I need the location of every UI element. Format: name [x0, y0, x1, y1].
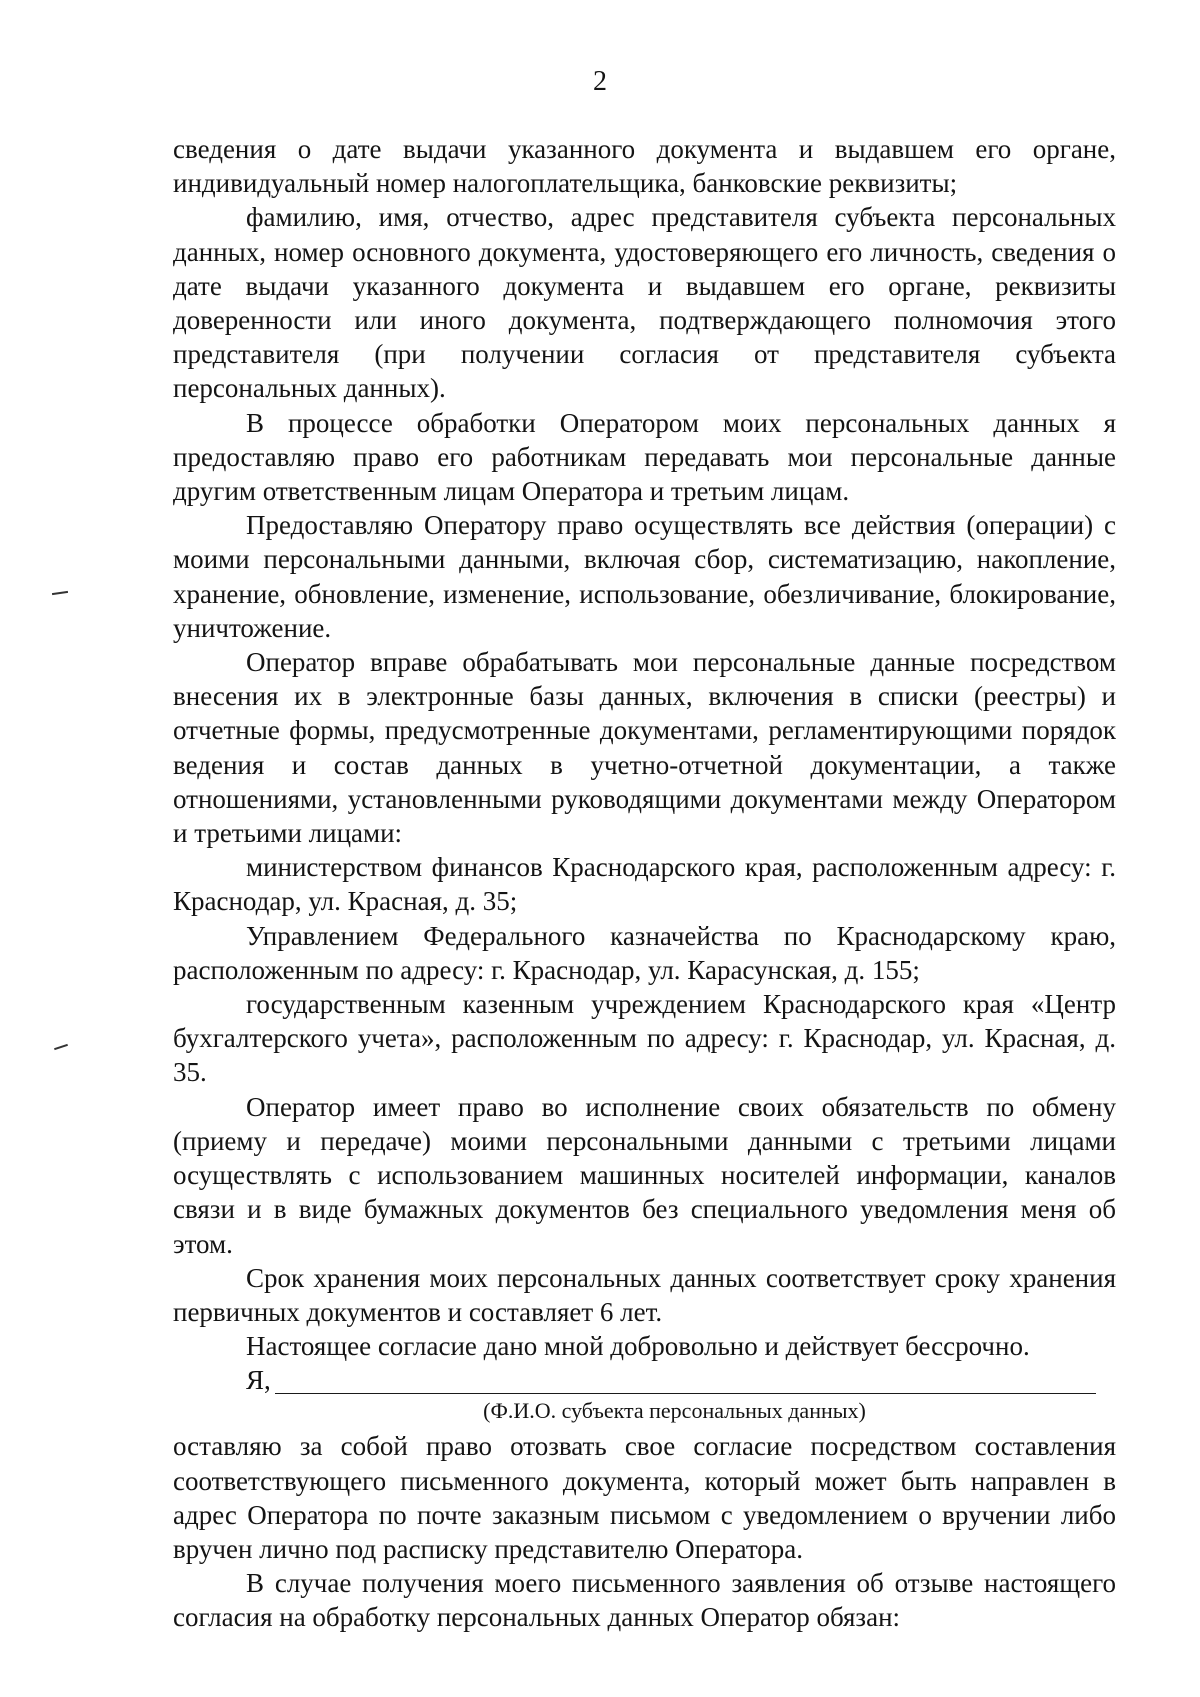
paragraph-transfer-right: В процессе обработки Оператором моих персональных данных я предоставляю право его работникам передавать мои персональные данные другим ответственным лицам Оператора и третьим лицам.	[173, 407, 1116, 507]
fio-caption: (Ф.И.О. субъекта персональных данных)	[483, 1398, 866, 1424]
fio-underline	[275, 1393, 1096, 1394]
paragraph-voluntary-consent: Настоящее согласие дано мной добровольно и действует бессрочно.	[246, 1331, 1030, 1362]
margin-mark	[52, 591, 68, 595]
paragraph-third-party-accounting-center: государственным казенным учреждением Краснодарского края «Центр бухгалтерского учета», расположенным по адресу: г. Краснодар, ул. Красная, д. 35.	[173, 989, 1116, 1088]
paragraph-representative-data: фамилию, имя, отчество, адрес представителя субъекта персональных данных, номер основного документа, удостоверяющего его личность, сведения о дате выдачи указанного документа и выдавшем его органе, реквизиты доверенности или иного документа, подтверждающего полномочия этого представителя (при получении согласия от представителя субъекта персональных данных).	[173, 202, 1116, 404]
page-number: 2	[593, 66, 607, 97]
paragraph-withdrawal-right: оставляю за собой право отозвать свое согласие посредством составления соответствующего письменного документа, который может быть направлен в адрес Оператора по почте заказным письмом с уведомлением о вручении либо вручен лично под расписку представителю Оператора.	[173, 1431, 1116, 1564]
paragraph-third-party-treasury: Управлением Федерального казначейства по Краснодарскому краю, расположенным по адресу: г. Краснодар, ул. Карасунская, д. 155;	[173, 920, 1116, 985]
paragraph-operations: Предоставляю Оператору право осуществлять все действия (операции) с моими персональными данными, включая сбор, систематизацию, накопление, хранение, обновление, изменение, использование, обезличивание, блокирование, уничтожение.	[173, 510, 1116, 643]
paragraph-continuation: сведения о дате выдачи указанного документа и выдавшем его органе, индивидуальный номер налогоплательщика, банковские реквизиты;	[173, 134, 1116, 199]
paragraph-third-party-ministry: министерством финансов Краснодарского края, расположенным адресу: г. Краснодар, ул. Красная, д. 35;	[173, 852, 1116, 917]
paragraph-withdrawal-obligations: В случае получения моего письменного заявления об отзыве настоящего согласия на обработку персональных данных Оператор обязан:	[173, 1568, 1116, 1633]
document-body	[173, 132, 1116, 1635]
fio-signature-line	[173, 1363, 1116, 1397]
fio-prefix: Я,	[246, 1365, 271, 1396]
margin-mark	[54, 1044, 68, 1050]
paragraph-processing-means: Оператор вправе обрабатывать мои персональные данные посредством внесения их в электронные базы данных, включения в списки (реестры) и отчетные формы, предусмотренные документами, регламентирующими порядок ведения и состав данных в учетно-отчетной документации, а также отношениями, установленными руководящими документами между Оператором и третьими лицами:	[173, 647, 1116, 849]
paragraph-storage-term: Срок хранения моих персональных данных соответствует сроку хранения первичных документов и составляет 6 лет.	[173, 1262, 1116, 1327]
paragraph-exchange-right: Оператор имеет право во исполнение своих обязательств по обмену (приему и передаче) моими персональными данными с третьими лицами осуществлять с использованием машинных носителей информации, каналов связи и в виде бумажных документов без специального уведомления меня об этом.	[173, 1091, 1116, 1259]
